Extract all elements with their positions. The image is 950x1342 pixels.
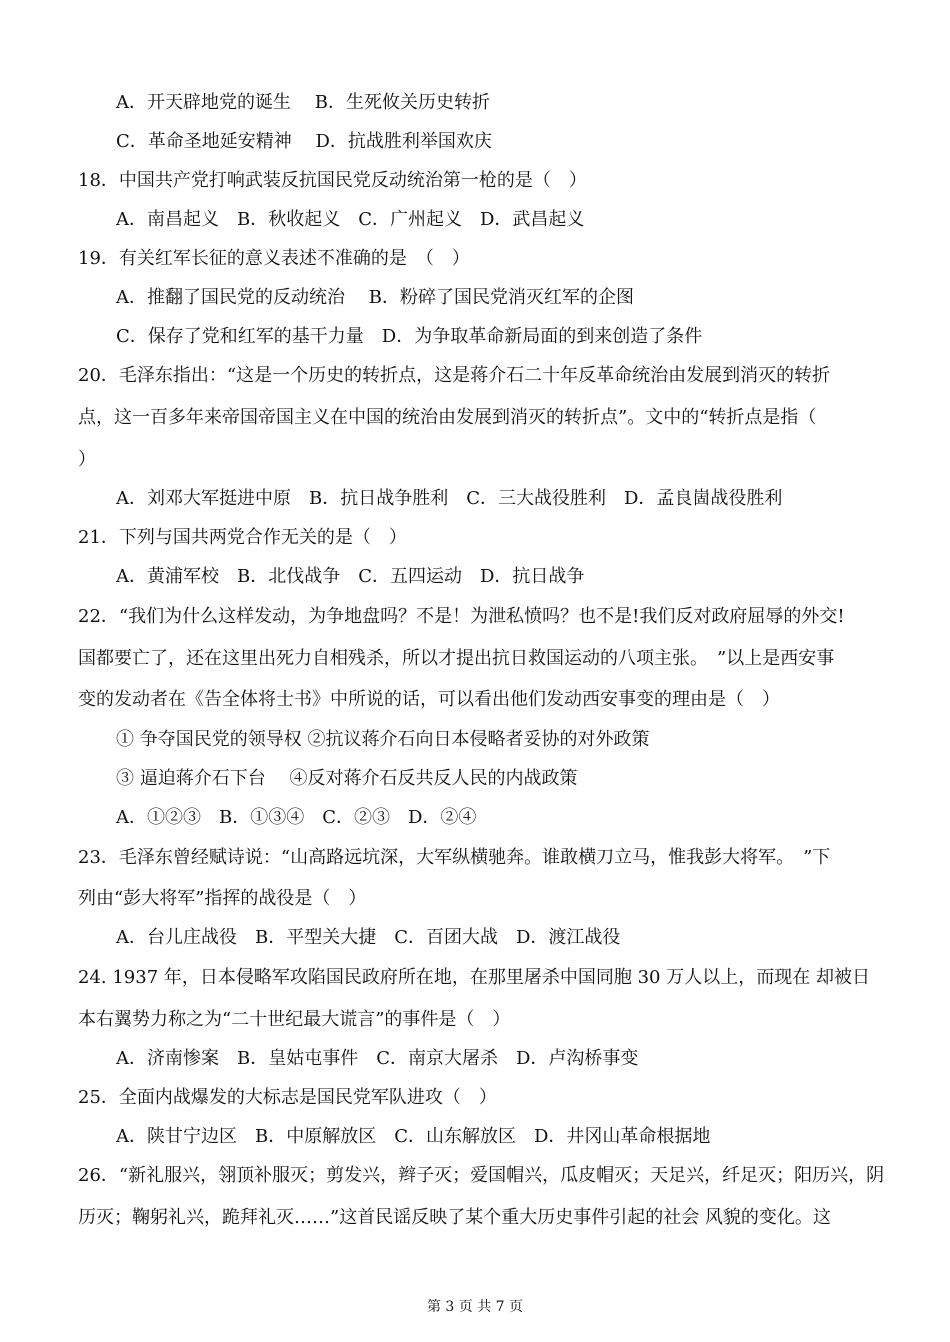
question-23-line-1: 23．毛泽东曾经赋诗说：“山高路远坑深，大军纵横驰奔。谁敢横刀立马，惟我彭大将军。 ”下 [78, 847, 831, 868]
question-26-line-1: 26．“新礼服兴，翎顶补服灭；剪发兴，辫子灭；爱国帽兴，瓜皮帽灭；天足兴，纤足灭；阳历兴，阴 [78, 1165, 885, 1186]
question-24-line-1: 24. 1937 年，日本侵略军攻陷国民政府所在地，在那里屠杀中国同胞 30 万人以上，而现在 却被日 [78, 967, 870, 988]
question-22-line-1: 22．“我们为什么这样发动，为争地盘吗？不是！为泄私愤吗？也不是!我们反对政府屈辱的外交! [78, 606, 845, 627]
question-20-line-3: ） [78, 449, 96, 470]
question-22-line-2: 国都要亡了，还在这里出死力自相残杀，所以才提出抗日救国运动的八项主张。 ”以上是西安事 [78, 648, 835, 669]
page-footer: 第 3 页 共 7 页 [426, 1299, 524, 1315]
question-24-line-2: 本右翼势力称之为“二十世纪最大谎言”的事件是（ ） [78, 1009, 511, 1030]
q20-options: A．刘邓大军挺进中原 B．抗日战争胜利 C．三大战役胜利 D．孟良崮战役胜利 [116, 488, 783, 509]
question-23-line-2: 列由“彭大将军”指挥的战役是（ ） [78, 888, 367, 909]
question-20-line-2: 点，这一百多年来帝国帝国主义在中国的统治由发展到消灭的转折点”。文中的“转折点是指（ [78, 407, 817, 428]
q22-statements-2: ③ 逼迫蒋介石下台 ④反对蒋介石反共反人民的内战政策 [116, 768, 578, 789]
q17-options-cd: C．革命圣地延安精神 D．抗战胜利举国欢庆 [116, 131, 492, 152]
q24-options: A．济南惨案 B．皇姑屯事件 C．南京大屠杀 D．卢沟桥事变 [116, 1048, 639, 1069]
question-21: 21．下列与国共两党合作无关的是（ ） [78, 527, 407, 548]
q21-options: A．黄浦军校 B．北伐战争 C．五四运动 D．抗日战争 [116, 566, 585, 587]
q22-statements-1: ① 争夺国民党的领导权 ②抗议蒋介石向日本侵略者妥协的对外政策 [116, 729, 650, 750]
q22-options: A．①②③ B．①③④ C．②③ D．②④ [116, 807, 477, 828]
question-18: 18．中国共产党打响武装反抗国民党反动统治第一枪的是（ ） [78, 170, 587, 191]
question-19: 19．有关红军长征的意义表述不准确的是 （ ） [78, 248, 470, 269]
question-25: 25．全面内战爆发的大标志是国民党军队进攻（ ） [78, 1087, 497, 1108]
question-26-line-2: 历灭；鞠躬礼兴，跪拜礼灭……”这首民谣反映了某个重大历史事件引起的社会 风貌的变化。这 [78, 1207, 831, 1228]
q25-options: A．陕甘宁边区 B．中原解放区 C．山东解放区 D．井冈山革命根据地 [116, 1126, 711, 1147]
q23-options: A．台儿庄战役 B．平型关大捷 C．百团大战 D．渡江战役 [116, 927, 621, 948]
q17-options-ab: A．开天辟地党的诞生 B．生死攸关历史转折 [116, 92, 490, 113]
q19-options-ab: A．推翻了国民党的反动统治 B．粉碎了国民党消灭红军的企图 [116, 287, 634, 308]
q18-options: A．南昌起义 B．秋收起义 C．广州起义 D．武昌起义 [116, 209, 585, 230]
question-22-line-3: 变的发动者在《告全体将士书》中所说的话，可以看出他们发动西安事变的理由是（ ） [78, 689, 780, 710]
question-20-line-1: 20．毛泽东指出：“这是一个历史的转折点，这是蒋介石二十年反革命统治由发展到消灭的转折 [78, 365, 831, 386]
q19-options-cd: C．保存了党和红军的基干力量 D．为争取革命新局面的到来创造了条件 [116, 326, 703, 347]
